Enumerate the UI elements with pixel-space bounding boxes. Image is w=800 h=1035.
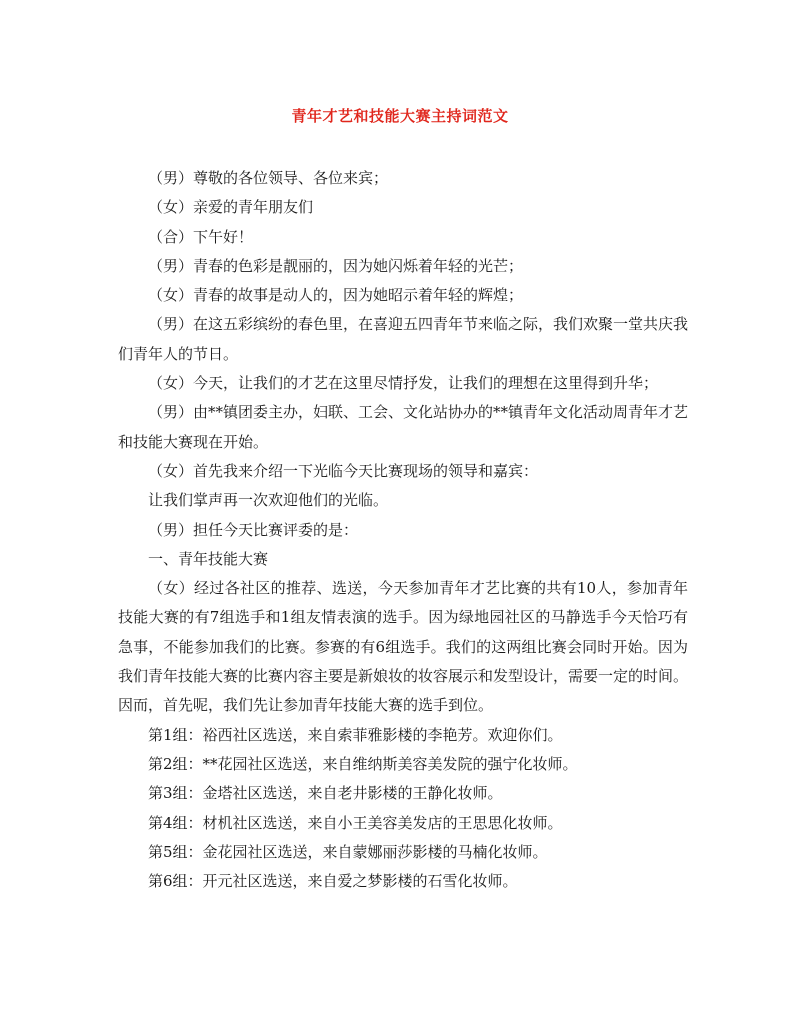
list-item: 第3组：金塔社区选送，来自老井影楼的王静化妆师。 [148, 784, 503, 803]
document-body [118, 164, 688, 896]
list-item: 第5组：金花园社区选送，来自蒙娜丽莎影楼的马楠化妆师。 [148, 842, 548, 861]
list-item: 第2组：**花园社区选送，来自维纳斯美容美发院的强宁化妆师。 [148, 754, 578, 773]
paragraph: 让我们掌声再一次欢迎他们的光临。 [148, 491, 389, 510]
paragraph: （女）经过各社区的推荐、选送，今天参加青年才艺比赛的共有10人，参加青年技能大赛的有7组选手和1组友情表演的选手。因为绿地园社区的马静选手今天恰巧有急事，不能参加我们的比赛。参赛的有6组选手。我们的这两组比赛会同时开始。因为我们青年技能大赛的比赛内容主要是新娘妆的妆容展示和发型设计，需要一定的时间。因而，首先呢，我们先让参加青年技能大赛的选手到位。 [118, 579, 689, 715]
section-heading: 一、青年技能大赛 [148, 549, 269, 568]
paragraph: （男）由**镇团委主办，妇联、工会、文化站协办的**镇青年文化活动周青年才艺和技能大赛现在开始。 [118, 403, 689, 451]
paragraph: （女）亲爱的青年朋友们 [148, 198, 314, 217]
list-item: 第4组：材机社区选送，来自小王美容美发店的王思思化妆师。 [148, 813, 563, 832]
document-title: 青年才艺和技能大赛主持词范文 [291, 107, 509, 125]
list-item: 第1组：裕西社区选送，来自索菲雅影楼的李艳芳。欢迎你们。 [148, 725, 563, 744]
paragraph: （女）首先我来介绍一下光临今天比赛现场的领导和嘉宾： [148, 461, 539, 480]
paragraph: （女）今天，让我们的才艺在这里尽情抒发，让我们的理想在这里得到升华； [148, 374, 659, 393]
paragraph: （男）青春的色彩是靓丽的，因为她闪烁着年轻的光芒； [148, 256, 524, 275]
list-item: 第6组：开元社区选送，来自爱之梦影楼的石雪化妆师。 [148, 872, 518, 891]
paragraph: （男）担任今天比赛评委的是： [148, 520, 359, 539]
paragraph: （女）青春的故事是动人的，因为她昭示着年轻的辉煌； [148, 286, 524, 305]
paragraph: （男）在这五彩缤纷的春色里，在喜迎五四青年节来临之际，我们欢聚一堂共庆我们青年人的节日。 [118, 315, 689, 363]
paragraph: （合）下午好！ [148, 227, 254, 246]
paragraph: （男）尊敬的各位领导、各位来宾； [148, 169, 389, 187]
